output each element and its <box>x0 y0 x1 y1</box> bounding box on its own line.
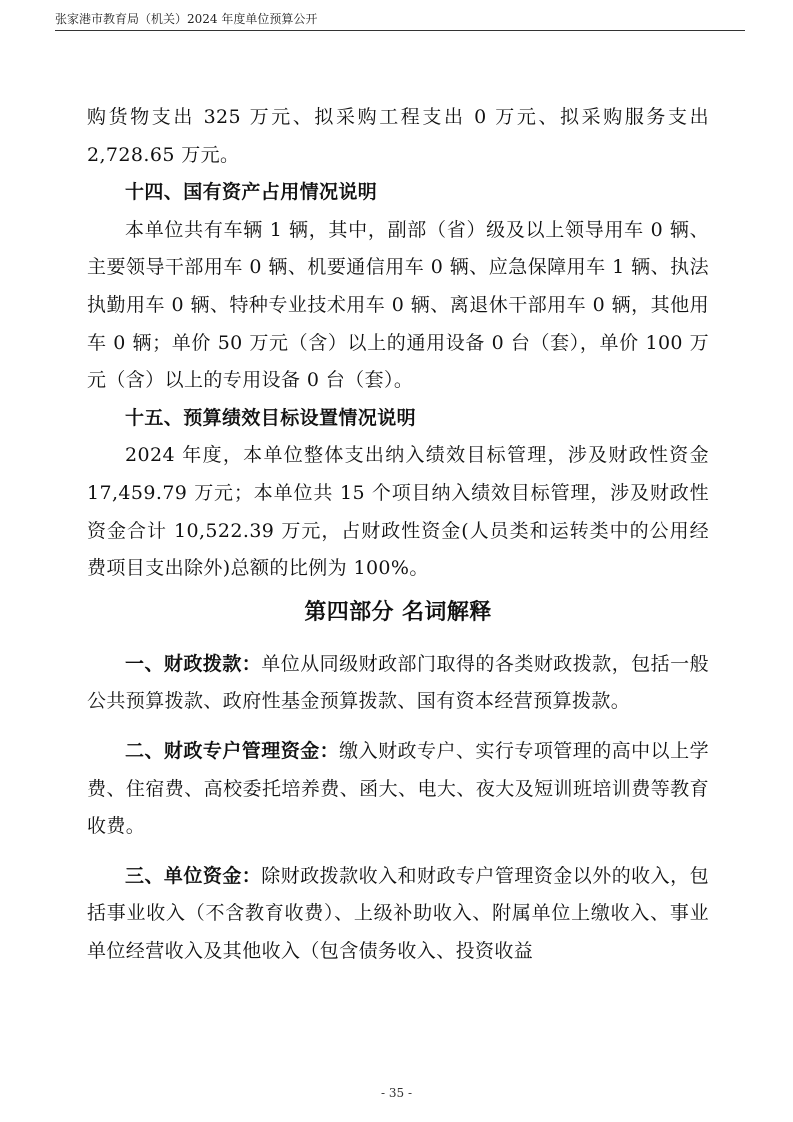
term-unit-funds <box>87 858 709 971</box>
term-fiscal-appropriation <box>87 646 709 721</box>
term-label: 二、财政专户管理资金： <box>125 739 340 762</box>
section-heading-14: 十四、国有资产占用情况说明 <box>125 181 378 204</box>
term-label: 一、财政拨款： <box>125 652 262 675</box>
term-definition: 缴入财政专户、实行专项管理的高中以上学费、住宿费、高校委托培养费、函大、电大、夜大及短训班培训费等教育收费。 <box>87 739 709 838</box>
part-title: 第四部分 名词解释 <box>304 598 492 625</box>
paragraph-assets: 本单位共有车辆 1 辆，其中，副部（省）级及以上领导用车 0 辆、主要领导干部用车 0 辆、机要通信用车 0 辆、应急保障用车 1 辆、执法执勤用车 0 辆、特种专业技术用车 0 辆、离退休干部用车 0 辆，其他用车 0 辆；单价 50 万元（含）以上的通用设备 0 台（套），单价 100 万元（含）以上的专用设备 0 台（套）。 <box>87 218 709 392</box>
page-number: - 35 - <box>380 1086 412 1100</box>
page-footer <box>0 1086 793 1100</box>
term-definition: 单位从同级财政部门取得的各类财政拨款，包括一般公共预算拨款、政府性基金预算拨款、国有资本经营预算拨款。 <box>87 652 709 713</box>
paragraph-procurement: 购货物支出 325 万元、拟采购工程支出 0 万元、拟采购服务支出 2,728.65 万元。 <box>87 106 709 166</box>
paragraph-performance: 2024 年度，本单位整体支出纳入绩效目标管理，涉及财政性资金 17,459.79 万元；本单位共 15 个项目纳入绩效目标管理，涉及财政性资金合计 10,522.39 万元，占财政性资金(人员类和运转类中的公用经费项目支出除外)总额的比例为 100%。 <box>87 444 709 580</box>
section-heading-15: 十五、预算绩效目标设置情况说明 <box>125 406 417 429</box>
page-header <box>55 8 745 31</box>
term-special-account-funds <box>87 733 709 846</box>
term-label: 三、单位资金： <box>125 864 262 887</box>
term-definition: 除财政拨款收入和财政专户管理资金以外的收入，包括事业收入（不含教育收费）、上级补助收入、附属单位上缴收入、事业单位经营收入及其他收入（包含债务收入、投资收益 <box>87 864 709 962</box>
document-body <box>87 99 709 970</box>
header-title: 张家港市教育局（机关）2024 年度单位预算公开 <box>55 12 318 26</box>
